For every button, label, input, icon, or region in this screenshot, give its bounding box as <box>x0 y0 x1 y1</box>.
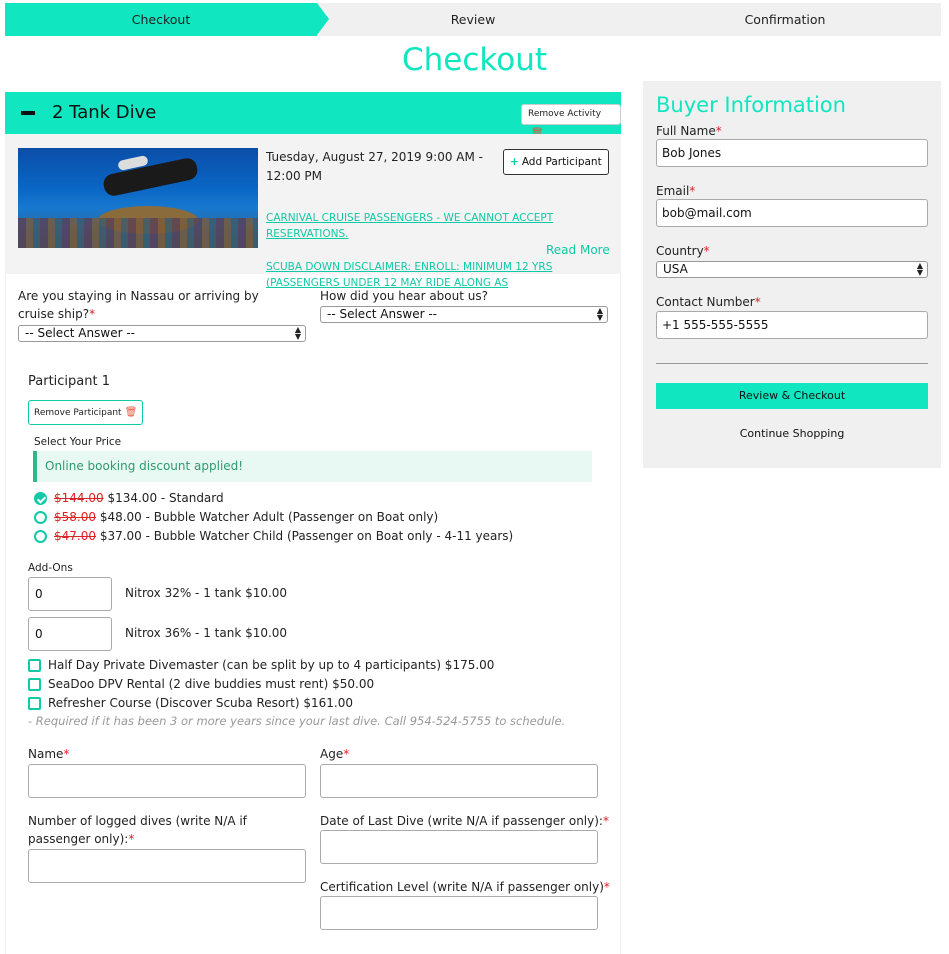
divider <box>656 363 928 364</box>
required-mark: * <box>754 295 761 309</box>
addon-checkbox-label: Refresher Course (Discover Scuba Resort) $161.00 <box>48 696 353 710</box>
page-title: Checkout <box>401 42 548 78</box>
select-price-label: Select Your Price <box>34 436 122 448</box>
required-mark: * <box>343 747 350 761</box>
checkout-steps <box>5 3 941 36</box>
nitrox-36-label: Nitrox 36% - 1 tank $10.00 <box>125 626 288 640</box>
logged-dives-label <box>28 812 313 848</box>
price-option-text <box>54 508 438 526</box>
certification-field[interactable] <box>320 896 598 930</box>
checkbox-icon[interactable] <box>28 659 41 672</box>
step-confirmation: Confirmation <box>744 12 826 27</box>
required-mark: * <box>602 814 609 828</box>
buyer-information-panel <box>643 81 941 468</box>
activity-date: Tuesday, August 27, 2019 9:00 AM - 12:00 PM <box>266 150 483 183</box>
contact-label-text: Contact Number <box>656 295 755 309</box>
remove-participant-button[interactable] <box>28 400 143 425</box>
discount-message: Online booking discount applied! <box>33 451 592 482</box>
heard-select[interactable] <box>320 306 608 323</box>
radio-icon[interactable] <box>34 530 47 543</box>
addons-label: Add-Ons <box>28 562 73 574</box>
old-price: $47.00 <box>54 529 96 543</box>
required-mark: * <box>128 832 135 846</box>
full-name-field[interactable]: Bob Jones <box>656 139 928 167</box>
step-review: Review <box>450 12 496 27</box>
addon-checkbox-label: SeaDoo DPV Rental (2 dive buddies must rent) $50.00 <box>48 677 375 691</box>
staying-select[interactable] <box>18 325 306 342</box>
plus-icon: + <box>510 156 519 168</box>
add-participant-button[interactable] <box>503 149 609 175</box>
age-label <box>320 745 349 763</box>
staying-question-text: Are you staying in Nassau or arriving by cruise ship? <box>18 289 259 321</box>
required-mark: * <box>689 184 696 198</box>
nitrox-32-qty-input[interactable]: 0 <box>28 577 112 611</box>
heard-select-value: -- Select Answer -- <box>327 307 437 321</box>
age-field[interactable] <box>320 764 598 798</box>
activity-header[interactable] <box>5 92 621 134</box>
full-name-label <box>656 122 722 140</box>
certification-label <box>320 878 610 896</box>
last-dive-field[interactable] <box>320 830 598 864</box>
dive-photo <box>18 148 258 248</box>
email-field[interactable]: bob@mail.com <box>656 199 928 227</box>
certification-text: Certification Level (write N/A if passenger only) <box>320 880 604 894</box>
reef-shape <box>18 218 258 248</box>
required-mark: * <box>89 307 96 321</box>
remove-activity-button[interactable] <box>521 104 621 125</box>
review-checkout-button[interactable]: Review & Checkout <box>656 383 928 409</box>
full-name-label-text: Full Name <box>656 124 716 138</box>
price-option-text <box>54 489 224 507</box>
staying-question-label <box>18 287 298 323</box>
heard-question-label: How did you hear about us? <box>320 289 488 303</box>
refresher-note: - Required if it has been 3 or more years since your last dive. Call 954-524-5755 to schedule. <box>28 714 566 728</box>
new-price: $37.00 - Bubble Watcher Child (Passenger on Boat only - 4-11 years) <box>99 529 514 543</box>
remove-participant-label: Remove Participant <box>34 408 122 418</box>
required-mark: * <box>703 244 710 258</box>
age-label-text: Age <box>320 747 344 761</box>
old-price: $58.00 <box>54 510 96 524</box>
trash-icon: 🗑 <box>124 407 138 418</box>
collapse-icon[interactable] <box>21 111 35 115</box>
participant-title: Participant 1 <box>28 374 110 389</box>
nitrox-32-label: Nitrox 32% - 1 tank $10.00 <box>125 586 288 600</box>
last-dive-label <box>320 812 609 830</box>
contact-number-field[interactable]: +1 555-555-5555 <box>656 311 928 339</box>
required-mark: * <box>715 124 722 138</box>
checkbox-icon[interactable] <box>28 697 41 710</box>
select-arrows-icon: ▲ ▼ <box>916 261 923 277</box>
continue-shopping-link[interactable]: Continue Shopping <box>739 427 845 440</box>
select-arrows-icon: ▲ ▼ <box>596 306 603 322</box>
new-price: $48.00 - Bubble Watcher Adult (Passenger on Boat only) <box>99 510 439 524</box>
old-price: $144.00 <box>54 491 104 505</box>
disclaimer-link[interactable]: SCUBA DOWN DISCLAIMER: ENROLL: MINIMUM 12 YRS (PASSENGERS UNDER 12 MAY RIDE ALONG AS <box>266 261 553 289</box>
logged-dives-field[interactable] <box>28 849 306 883</box>
radio-checked-icon[interactable] <box>34 492 47 505</box>
add-participant-label: Add Participant <box>521 156 602 168</box>
country-label-text: Country <box>656 244 704 258</box>
logged-dives-text: Number of logged dives (write N/A if passenger only): <box>28 814 247 846</box>
last-dive-text: Date of Last Dive (write N/A if passenger only): <box>320 814 603 828</box>
contact-label <box>656 293 761 311</box>
required-mark: * <box>603 880 610 894</box>
nitrox-36-qty-input[interactable]: 0 <box>28 617 112 651</box>
email-label <box>656 182 695 200</box>
diver-shape <box>102 156 199 197</box>
name-field[interactable] <box>28 764 306 798</box>
read-more-link[interactable]: Read More <box>546 243 610 257</box>
activity-details <box>5 134 621 289</box>
cruise-notice-link[interactable]: CARNIVAL CRUISE PASSENGERS - WE CANNOT ACCEPT RESERVATIONS. <box>266 212 554 240</box>
country-select-value: USA <box>663 262 688 276</box>
remove-activity-label: Remove Activity <box>528 109 602 119</box>
email-label-text: Email <box>656 184 690 198</box>
country-label <box>656 242 710 260</box>
buyer-title: Buyer Information <box>656 93 846 117</box>
price-option-text <box>54 527 513 545</box>
radio-icon[interactable] <box>34 511 47 524</box>
required-mark: * <box>63 747 70 761</box>
select-arrows-icon: ▲ ▼ <box>294 325 301 341</box>
name-label <box>28 745 69 763</box>
checkbox-icon[interactable] <box>28 678 41 691</box>
staying-select-value: -- Select Answer -- <box>25 326 135 340</box>
activity-title: 2 Tank Dive <box>52 102 157 123</box>
step-checkout: Checkout <box>131 12 191 27</box>
name-label-text: Name <box>28 747 64 761</box>
addon-checkbox-label: Half Day Private Divemaster (can be split by up to 4 participants) $175.00 <box>48 658 495 672</box>
new-price: $134.00 - Standard <box>107 491 224 505</box>
country-select[interactable] <box>656 261 928 278</box>
